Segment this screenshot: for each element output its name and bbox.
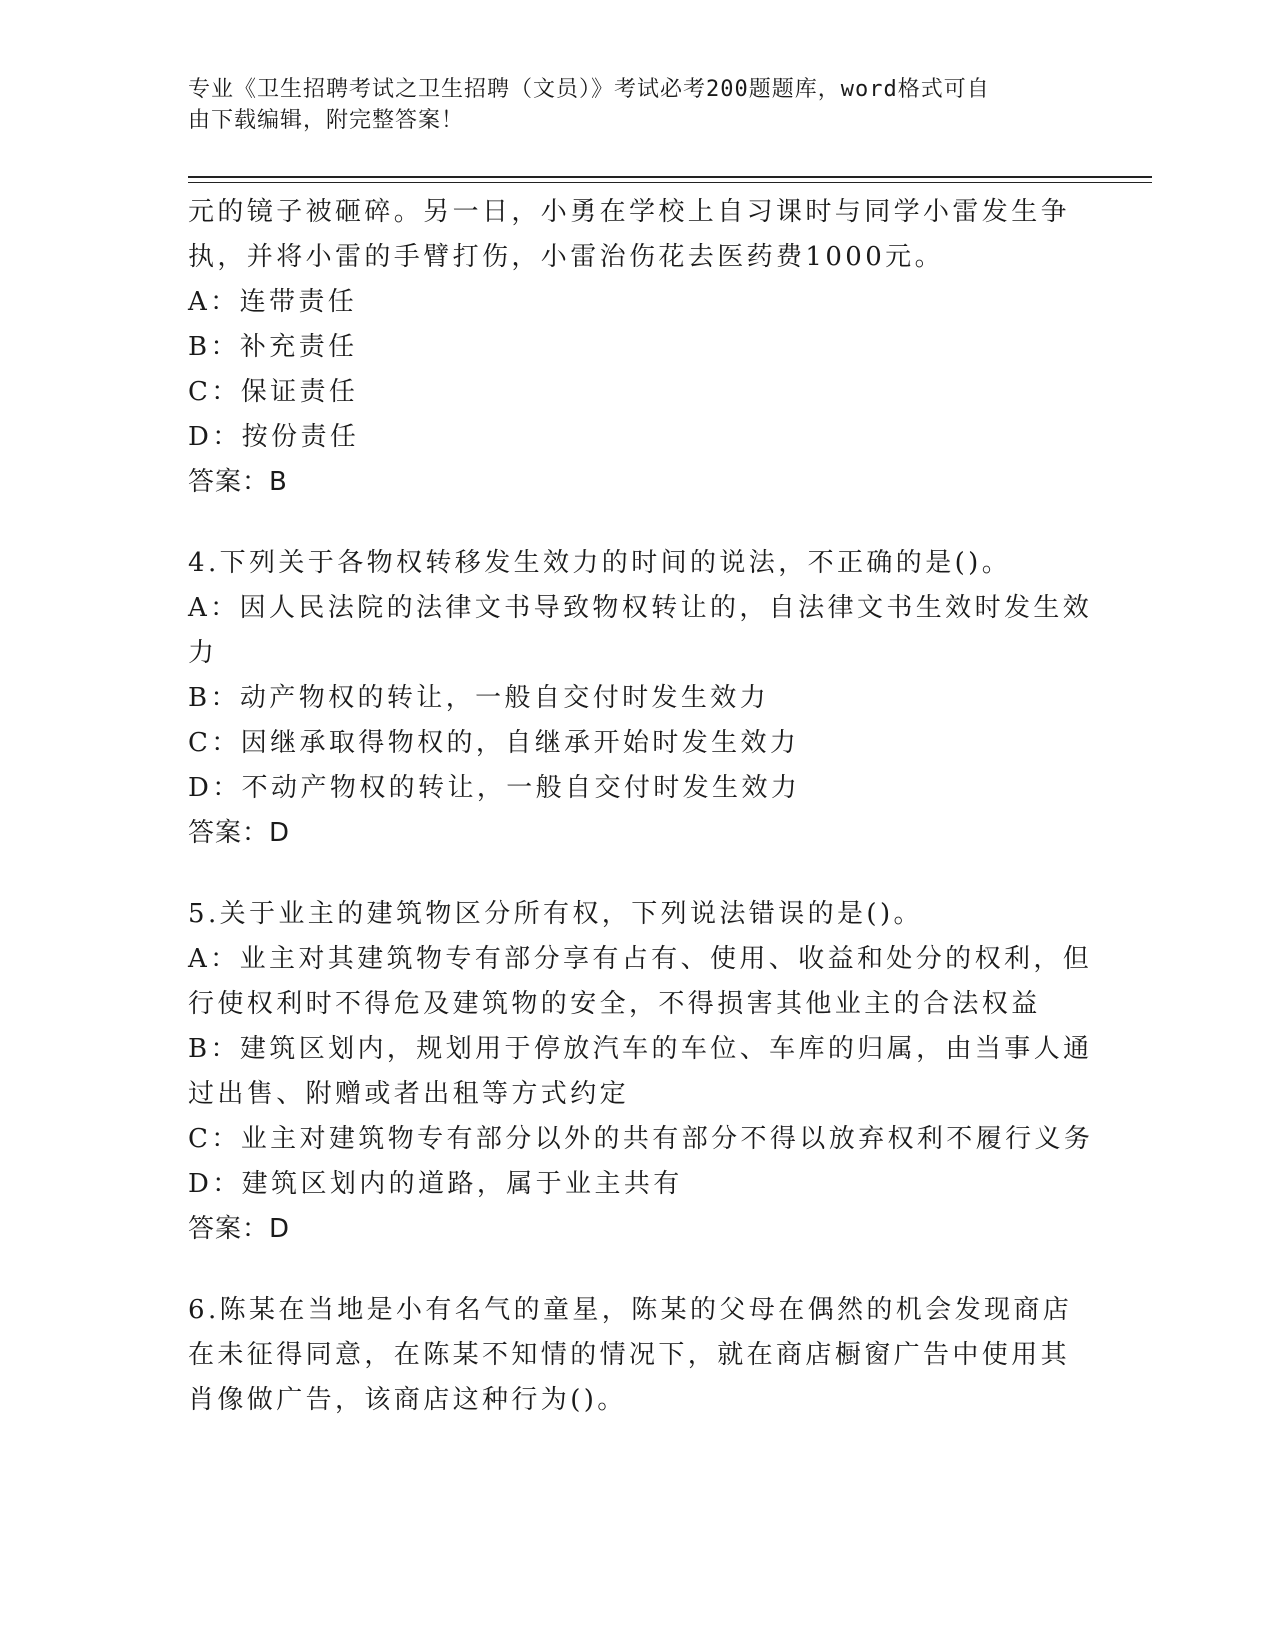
option-a: A：连带责任 bbox=[188, 287, 358, 317]
answer: 答案：D bbox=[188, 1214, 291, 1244]
option-c: C：业主对建筑物专有部分以外的共有部分不得以放弃权利不履行义务 bbox=[188, 1124, 1094, 1154]
option-a: A：因人民法院的法律文书导致物权转让的，自法律文书生效时发生效 bbox=[188, 593, 1093, 623]
option-b: B：补充责任 bbox=[188, 332, 358, 362]
option-d: D：不动产物权的转让，一般自交付时发生效力 bbox=[188, 773, 801, 803]
question-text: 执，并将小雷的手臂打伤，小雷治伤花去医药费1000元。 bbox=[188, 242, 944, 272]
header-rule-thin bbox=[188, 182, 1152, 183]
option-b: B：动产物权的转让，一般自交付时发生效力 bbox=[188, 683, 770, 713]
option-c: C：因继承取得物权的，自继承开始时发生效力 bbox=[188, 728, 800, 758]
question-title: 6.陈某在当地是小有名气的童星，陈某的父母在偶然的机会发现商店 bbox=[188, 1295, 1073, 1325]
question-title-continued: 在未征得同意，在陈某不知情的情况下，就在商店橱窗广告中使用其 bbox=[188, 1340, 1071, 1370]
question-title: 4.下列关于各物权转移发生效力的时间的说法，不正确的是()。 bbox=[188, 548, 1012, 578]
option-d: D：建筑区划内的道路，属于业主共有 bbox=[188, 1169, 683, 1199]
question-3-continued bbox=[188, 190, 1088, 505]
answer: 答案：B bbox=[188, 467, 288, 497]
question-5 bbox=[188, 892, 1094, 1252]
option-b-continued: 过出售、附赠或者出租等方式约定 bbox=[188, 1079, 630, 1109]
question-6 bbox=[188, 1288, 1088, 1423]
option-b: B：建筑区划内，规划用于停放汽车的车位、车库的归属，由当事人通 bbox=[188, 1034, 1093, 1064]
question-text: 元的镜子被砸碎。另一日，小勇在学校上自习课时与同学小雷发生争 bbox=[188, 197, 1071, 227]
question-4 bbox=[188, 541, 1093, 856]
header-rule-thick bbox=[188, 176, 1152, 178]
answer: 答案：D bbox=[188, 818, 291, 848]
header-line-2: 由下载编辑，附完整答案！ bbox=[188, 108, 465, 133]
question-title-continued: 肖像做广告，该商店这种行为()。 bbox=[188, 1385, 627, 1415]
option-c: C：保证责任 bbox=[188, 377, 359, 407]
option-a-continued: 行使权利时不得危及建筑物的安全，不得损害其他业主的合法权益 bbox=[188, 989, 1041, 1019]
document-header bbox=[188, 74, 1068, 136]
option-a-continued: 力 bbox=[188, 638, 218, 668]
question-title: 5.关于业主的建筑物区分所有权，下列说法错误的是()。 bbox=[188, 899, 923, 929]
document-body bbox=[188, 190, 1094, 1423]
option-a: A：业主对其建筑物专有部分享有占有、使用、收益和处分的权利，但 bbox=[188, 944, 1093, 974]
option-d: D：按份责任 bbox=[188, 422, 360, 452]
header-line-1: 专业《卫生招聘考试之卫生招聘（文员）》考试必考200题题库，word格式可自 bbox=[188, 77, 990, 102]
